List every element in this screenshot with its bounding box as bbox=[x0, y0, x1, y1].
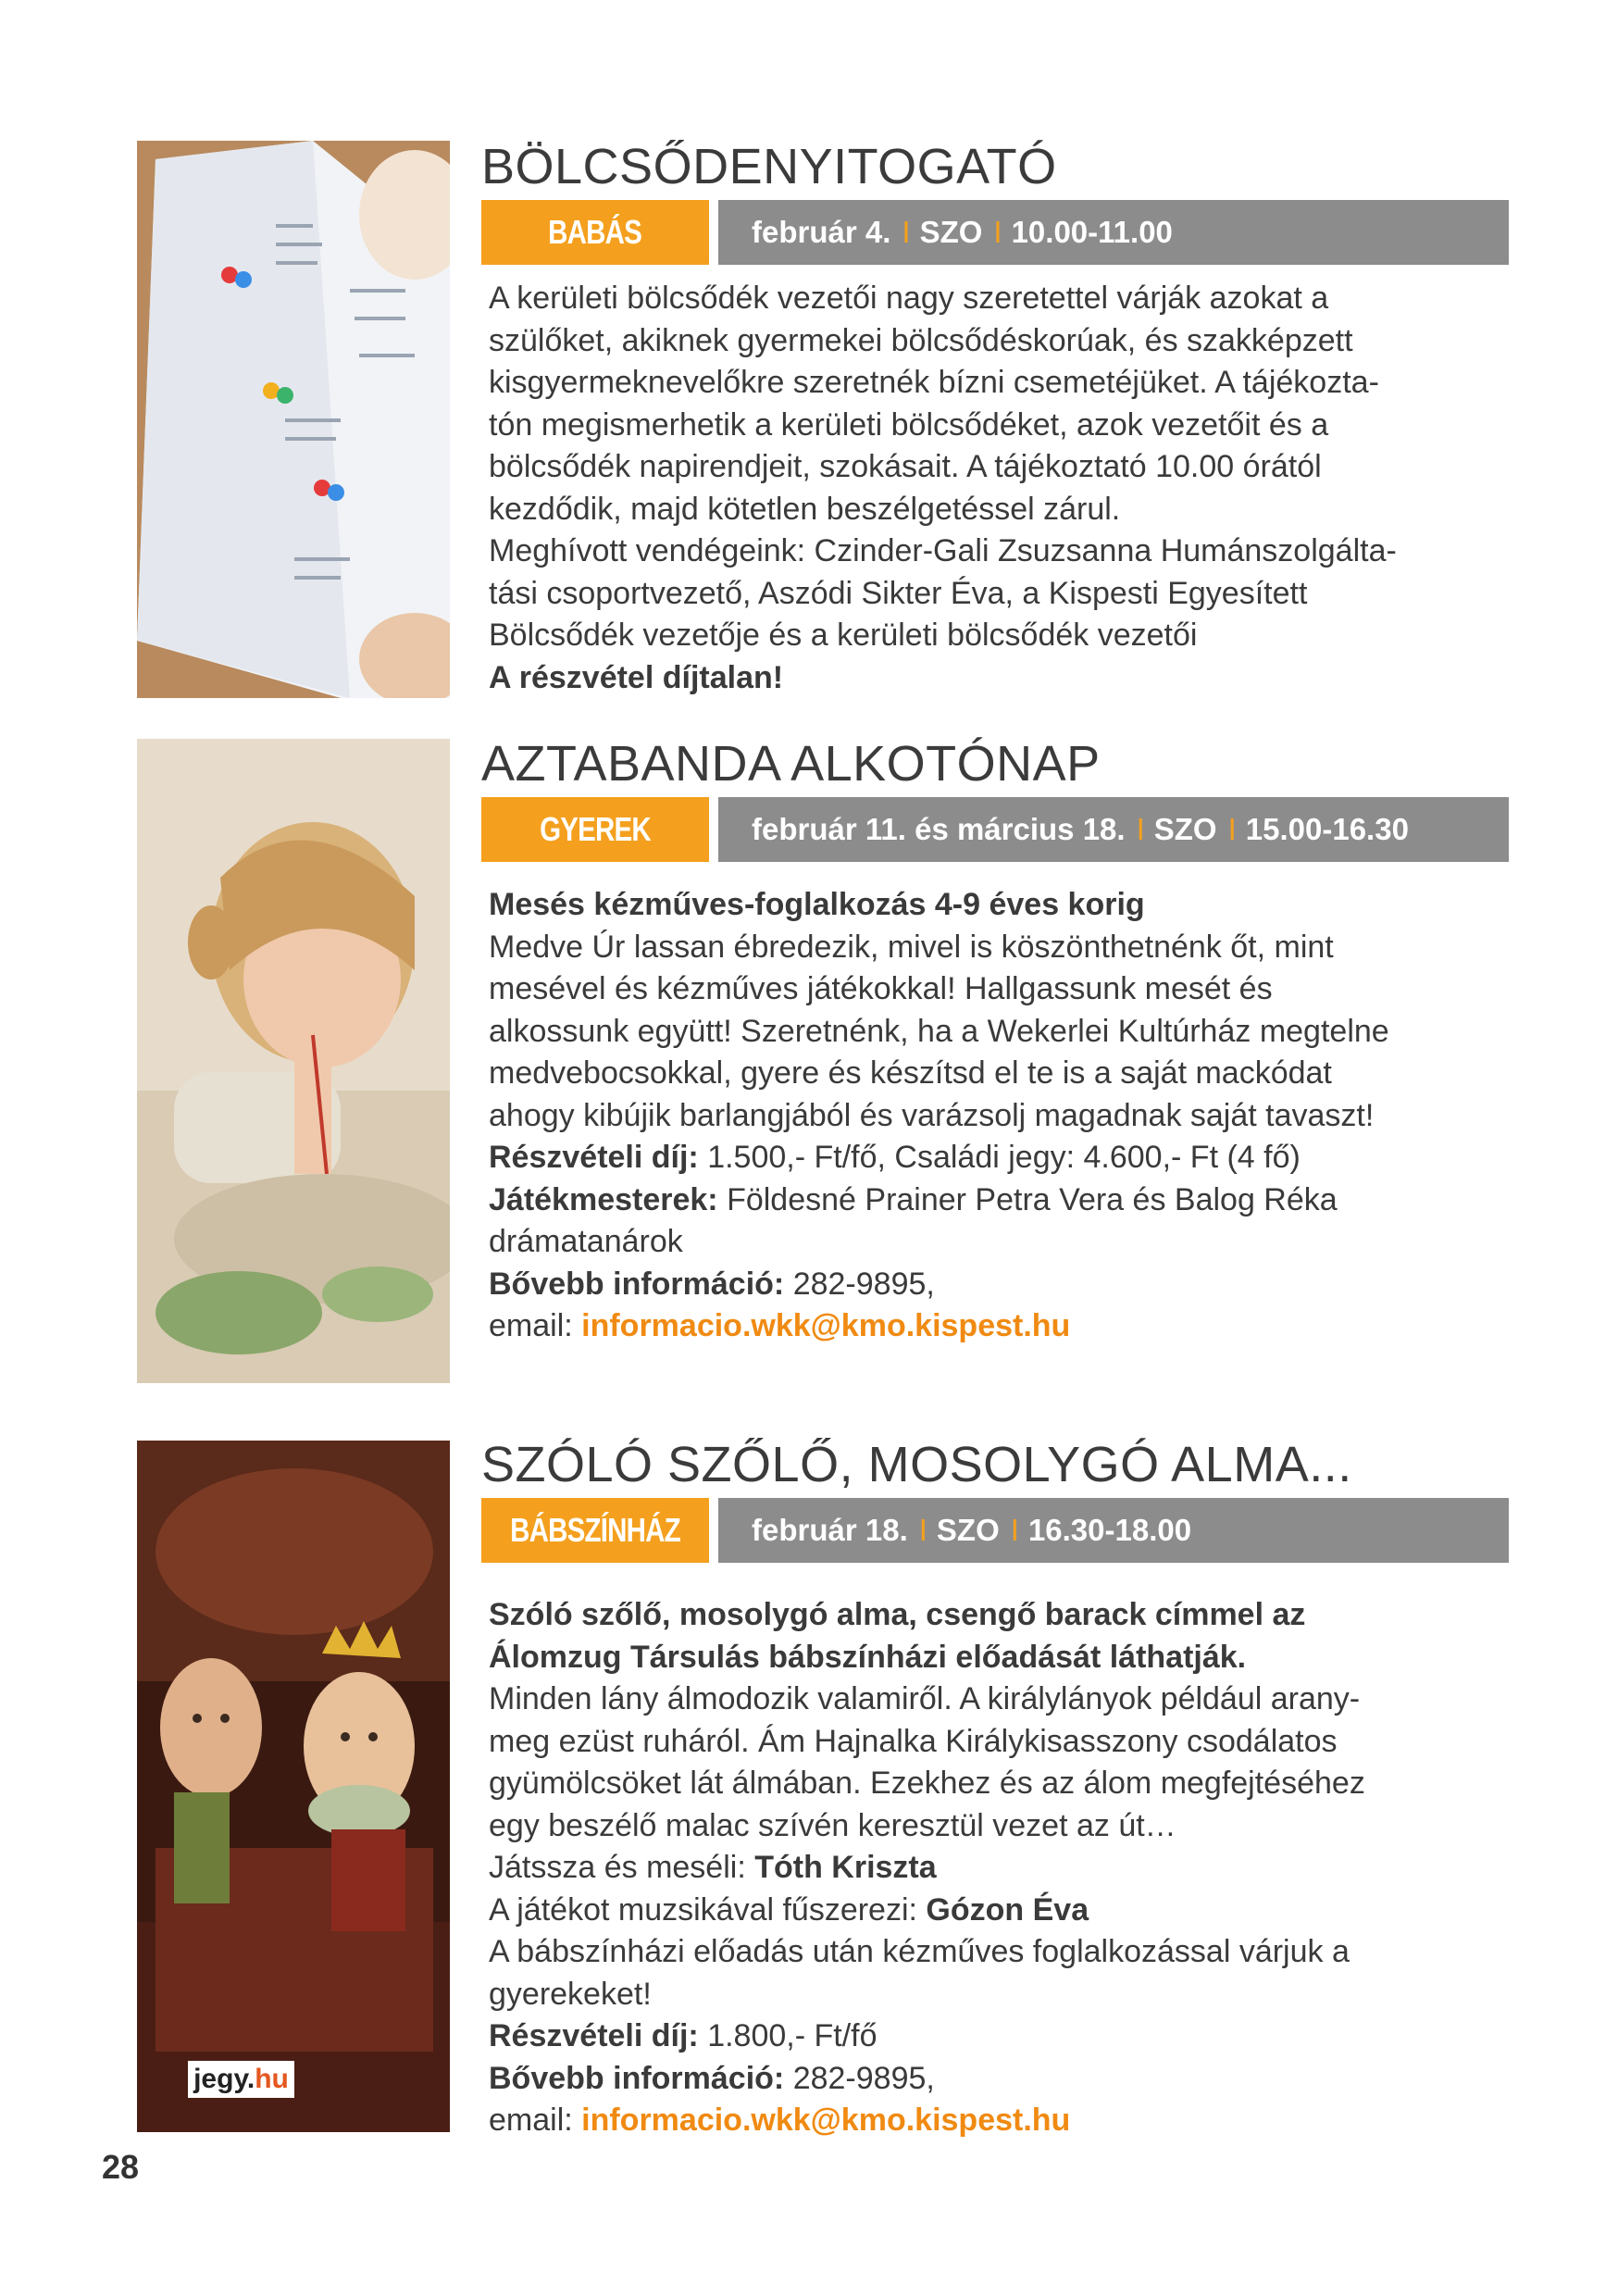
fee-value: 1.800,- Ft/fő bbox=[698, 2018, 877, 2053]
separator: I bbox=[1136, 812, 1145, 846]
text-line: medvebocsokkal, gyere és készítsd el te is a saját mackódat bbox=[489, 1055, 1332, 1091]
email-label: email: bbox=[489, 2103, 582, 2138]
text-line: Bölcsődék vezetője és a kerületi bölcsődék vezetői bbox=[489, 618, 1198, 653]
ticket-logo bbox=[188, 2061, 294, 2098]
category-badge: BÁBSZÍNHÁZ bbox=[481, 1498, 709, 1563]
text-line: A bábszínházi előadás után kézműves foglalkozással várjuk a bbox=[489, 1934, 1350, 1969]
fee-value: 1.500,- Ft/fő, Családi jegy: 4.600,- Ft (4 fő) bbox=[698, 1140, 1301, 1175]
photo-brochure bbox=[137, 141, 450, 698]
event-bolcsodenyitogato bbox=[481, 139, 1509, 699]
event-aztabanda-alkotonap bbox=[481, 736, 1509, 1348]
text-line: meg ezüst ruháról. Ám Hajnalka Királykisasszony csodálatos bbox=[489, 1723, 1338, 1759]
email-line bbox=[489, 2100, 1509, 2142]
masters-value: Földesné Prainer Petra Vera és Balog Réka bbox=[717, 1181, 1338, 1217]
text-line: bölcsődék napirendjeit, szokásait. A tájékoztató 10.00 órától bbox=[489, 449, 1322, 484]
event-day: SZO bbox=[919, 215, 983, 249]
fee-label: Részvételi díj: bbox=[489, 2018, 699, 2053]
text-line: mesével és kézműves játékokkal! Hallgassunk mesét és bbox=[489, 971, 1273, 1006]
event-description bbox=[481, 884, 1509, 1348]
event-date: február 18. bbox=[752, 1513, 908, 1547]
event-title: AZTABANDA ALKOTÓNAP bbox=[481, 736, 1101, 792]
category-badge: BABÁS bbox=[481, 200, 709, 265]
photo-girl-crafting bbox=[137, 739, 450, 1383]
event-time: 16.30-18.00 bbox=[1027, 1513, 1192, 1547]
info-line bbox=[489, 1264, 1509, 1306]
date-time-bar bbox=[718, 797, 1509, 862]
event-szolo-szolo bbox=[481, 1437, 1509, 2142]
free-note: A részvétel díjtalan! bbox=[489, 659, 784, 695]
event-meta-bar bbox=[481, 797, 1509, 862]
event-time: 15.00-16.30 bbox=[1245, 812, 1409, 846]
event-description bbox=[481, 278, 1509, 699]
player-label: Játssza és meséli: bbox=[489, 1850, 755, 1885]
text-line: Meghívott vendégeink: Czinder-Gali Zsuzsanna Humánszolgálta- bbox=[489, 533, 1397, 568]
separator: I bbox=[1227, 812, 1237, 846]
text-line: alkossunk együtt! Szeretnénk, ha a Wekerlei Kultúrház megtelne bbox=[489, 1013, 1389, 1049]
music-name: Gózon Éva bbox=[926, 1891, 1089, 1928]
separator: I bbox=[993, 215, 1002, 249]
event-time: 10.00-11.00 bbox=[1011, 215, 1173, 249]
category-badge: GYEREK bbox=[481, 797, 709, 862]
info-line bbox=[489, 2058, 1509, 2101]
event-lead: Szóló szőlő, mosolygó alma, csengő barack címmel az bbox=[489, 1597, 1306, 1632]
separator: I bbox=[918, 1513, 927, 1547]
event-meta-bar bbox=[481, 200, 1509, 265]
player-name: Tóth Kriszta bbox=[754, 1850, 937, 1885]
date-time-bar bbox=[718, 200, 1509, 265]
event-date: február 4. bbox=[752, 215, 891, 249]
phone: 282-9895, bbox=[784, 1266, 935, 1302]
event-meta-bar bbox=[481, 1498, 1509, 1563]
email-label: email: bbox=[489, 1308, 582, 1343]
email-link[interactable]: informacio.wkk@kmo.kispest.hu bbox=[581, 1308, 1071, 1343]
event-day: SZO bbox=[936, 1513, 1000, 1547]
text-line: szülőket, akiknek gyermekei bölcsődéskorúak, és szakképzett bbox=[489, 322, 1353, 358]
text-line: tási csoportvezető, Aszódi Sikter Éva, a Kispesti Egyesített bbox=[489, 575, 1308, 611]
fee-line bbox=[489, 1137, 1509, 1179]
text-line: kisgyermeknevelőkre szeretnék bízni csemetéjüket. A tájékozta- bbox=[489, 365, 1379, 400]
phone: 282-9895, bbox=[784, 2060, 935, 2096]
event-title: SZÓLÓ SZŐLŐ, MOSOLYGÓ ALMA... bbox=[481, 1437, 1352, 1492]
text-line: kezdődik, majd kötetlen beszélgetéssel zárul. bbox=[489, 491, 1121, 527]
page-number: 28 bbox=[102, 2148, 140, 2186]
fee-line bbox=[489, 2015, 1509, 2058]
event-description bbox=[481, 1594, 1509, 2142]
text-line: egy beszélő malac szívén keresztül vezet az út… bbox=[489, 1807, 1176, 1843]
music-label: A játékot muzsikával fűszerezi: bbox=[489, 1891, 927, 1928]
text-line: drámatanárok bbox=[489, 1224, 683, 1259]
masters-label: Játékmesterek: bbox=[489, 1181, 718, 1217]
event-date: február 11. és március 18. bbox=[752, 812, 1126, 846]
email-link[interactable]: informacio.wkk@kmo.kispest.hu bbox=[581, 2103, 1071, 2138]
ticket-logo-suffix: hu bbox=[255, 2064, 289, 2094]
fee-label: Részvételi díj: bbox=[489, 1140, 699, 1175]
text-line: ahogy kibújik barlangjából és varázsolj magadnak saját tavaszt! bbox=[489, 1097, 1375, 1133]
photo-puppets bbox=[137, 1441, 450, 2132]
event-lead: Álomzug Társulás bábszínházi előadását láthatják. bbox=[489, 1639, 1247, 1675]
email-line bbox=[489, 1305, 1509, 1348]
separator: I bbox=[1010, 1513, 1019, 1547]
event-title: BÖLCSŐDENYITOGATÓ bbox=[481, 139, 1057, 194]
event-day: SZO bbox=[1153, 812, 1217, 846]
text-line: tón megismerhetik a kerületi bölcsődéket, azok vezetőit és a bbox=[489, 406, 1329, 443]
text-line: Minden lány álmodozik valamiről. A királylányok például arany- bbox=[489, 1681, 1361, 1716]
text-line: gyümölcsöket lát álmában. Ezekhez és az álom megfejtéséhez bbox=[489, 1766, 1365, 1801]
music-line bbox=[489, 1890, 1509, 1932]
masters-line bbox=[489, 1179, 1509, 1222]
player-line bbox=[489, 1847, 1509, 1890]
date-time-bar bbox=[718, 1498, 1509, 1563]
text-line: gyerekeket! bbox=[489, 1976, 652, 2012]
separator: I bbox=[902, 215, 911, 249]
event-lead: Mesés kézműves-foglalkozás 4-9 éves korig bbox=[489, 887, 1145, 922]
info-label: Bővebb információ: bbox=[489, 1266, 785, 1302]
text-line: Medve Úr lassan ébredezik, mivel is köszönthetnénk őt, mint bbox=[489, 929, 1334, 965]
text-line: A kerületi bölcsődék vezetői nagy szeretettel várják azokat a bbox=[489, 281, 1329, 316]
ticket-logo-text: jegy. bbox=[193, 2064, 255, 2094]
info-label: Bővebb információ: bbox=[489, 2060, 785, 2096]
